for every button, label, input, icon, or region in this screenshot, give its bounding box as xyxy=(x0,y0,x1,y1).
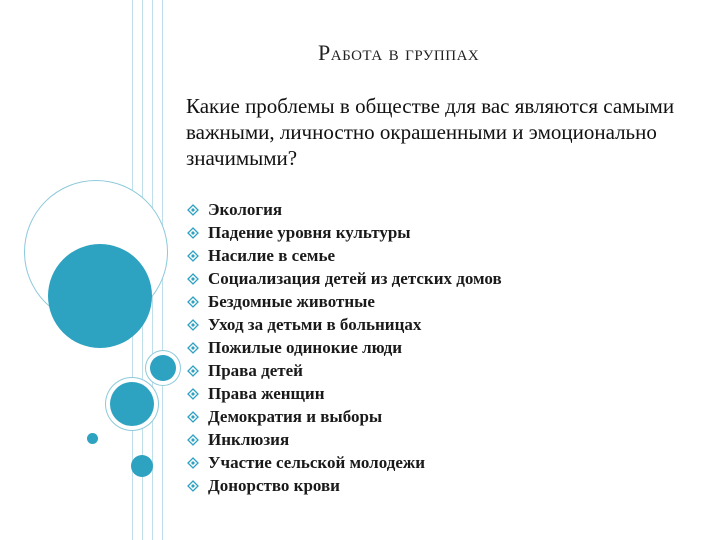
decor-circle-medium xyxy=(150,355,176,381)
list-item xyxy=(186,221,502,244)
list-item-text: Права женщин xyxy=(208,383,325,403)
list-item-text: Донорство крови xyxy=(208,475,340,495)
list-item-text: Бездомные животные xyxy=(208,291,375,311)
topic-list xyxy=(186,198,502,497)
decor-circle-small xyxy=(131,455,153,477)
decor-circle-large xyxy=(48,244,152,348)
slide-title: Работа в группах xyxy=(318,40,480,65)
list-item xyxy=(186,382,502,405)
list-item-text: Падение уровня культуры xyxy=(208,222,411,242)
list-item-text: Социализация детей из детских домов xyxy=(208,268,502,288)
list-item xyxy=(186,198,502,221)
list-item-text: Инклюзия xyxy=(208,429,290,449)
list-item xyxy=(186,405,502,428)
slide-question: Какие проблемы в обществе для вас являются самыми важными, личностно окрашенными и эмоционально значимыми? xyxy=(186,94,675,170)
diamond-bullet-icon xyxy=(186,411,200,423)
diamond-bullet-icon xyxy=(186,227,200,239)
diamond-bullet-icon xyxy=(186,434,200,446)
list-item-text: Демократия и выборы xyxy=(208,406,383,426)
list-item xyxy=(186,290,502,313)
list-item xyxy=(186,451,502,474)
diamond-bullet-icon xyxy=(186,296,200,308)
list-item xyxy=(186,359,502,382)
list-item xyxy=(186,428,502,451)
list-item-text: Экология xyxy=(208,199,283,219)
diamond-bullet-icon xyxy=(186,480,200,492)
list-item xyxy=(186,267,502,290)
diamond-bullet-icon xyxy=(186,342,200,354)
diamond-bullet-icon xyxy=(186,365,200,377)
list-item-text: Уход за детьми в больницах xyxy=(208,314,422,334)
list-item xyxy=(186,474,502,497)
diamond-bullet-icon xyxy=(186,273,200,285)
diamond-bullet-icon xyxy=(186,204,200,216)
list-item-text: Пожилые одинокие люди xyxy=(208,337,403,357)
diamond-bullet-icon xyxy=(186,250,200,262)
decor-circle-tiny xyxy=(87,433,98,444)
list-item-text: Участие сельской молодежи xyxy=(208,452,425,472)
list-item-text: Насилие в семье xyxy=(208,245,336,265)
diamond-bullet-icon xyxy=(186,457,200,469)
decor-circle-mid xyxy=(110,382,154,426)
list-item xyxy=(186,244,502,267)
list-item xyxy=(186,336,502,359)
list-item xyxy=(186,313,502,336)
diamond-bullet-icon xyxy=(186,319,200,331)
list-item-text: Права детей xyxy=(208,360,303,380)
diamond-bullet-icon xyxy=(186,388,200,400)
